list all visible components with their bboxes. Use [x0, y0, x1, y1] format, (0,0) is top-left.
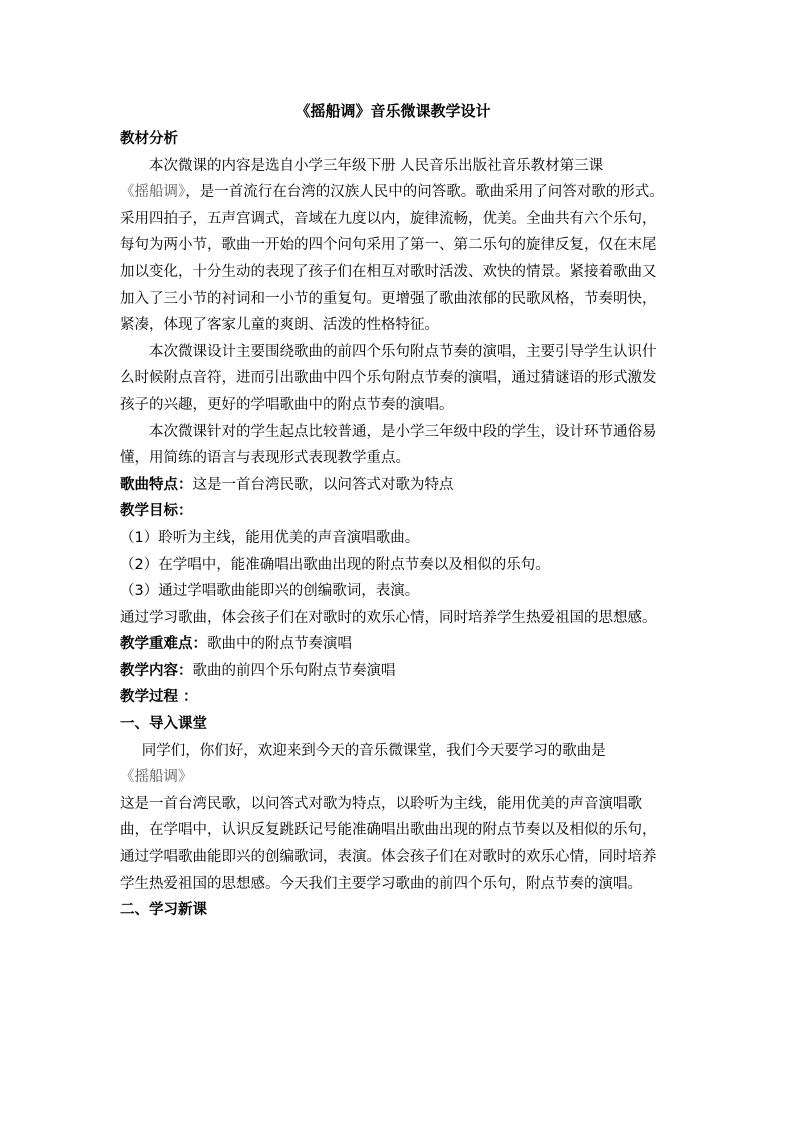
intro-paragraph-1: [120, 738, 666, 791]
section-heading-intro: 一、导入课堂: [120, 716, 207, 733]
book-title-inline: 《摇船调》: [120, 769, 193, 786]
section-heading-process: 教学过程 ：: [120, 689, 198, 706]
song-features: [120, 472, 666, 499]
analysis-p1-rest: ，是一首流行在台湾的汉族人民中的问答歌。歌曲采用了问答对歌的形式。采用四拍子，五声宫调式，音域在九度以内，旋律流畅，优美。全曲共有六个乐句，每句为两小节，歌曲一开始的四个问句采用了第一、第二乐句的旋律反复，仅在末尾加以变化，十分生动的表现了孩子们在相互对歌时活泼、欢快的情景。紧接着歌曲又加入了三小节的衬词和一小节的重复句。更增强了歌曲浓郁的民歌风格，节奏明快，紧凑，体现了客家儿童的爽朗、活泼的性格特征。: [120, 184, 664, 334]
teaching-content: [120, 658, 666, 685]
key-points: [120, 631, 666, 658]
teaching-content-label: 教学内容：: [120, 662, 193, 679]
document-title: 《摇船调》音乐微课教学设计: [295, 102, 491, 120]
section-heading-analysis: 教材分析: [120, 131, 178, 147]
intro-paragraph-2: 这是一首台湾民歌，以问答式对歌为特点，以聆听为主线，能用优美的声音演唱歌曲，在学唱中，认识反复跳跃记号能准确唱出歌曲出现的附点节奏以及相似的乐句，通过学唱歌曲能即兴的创编歌词，表演。体会孩子们在对歌时的欢乐心情，同时培养学生热爱祖国的思想感。今天我们主要学习歌曲的前四个乐句，附点节奏的演唱。: [120, 795, 657, 892]
goal-item: （3）通过学唱歌曲能即兴的创编歌词，表演。: [120, 583, 420, 600]
analysis-p1-lead: 本次微课的内容是选自小学三年级下册 人民音乐出版社音乐教材第三课: [149, 157, 604, 174]
document-page: [120, 96, 666, 924]
song-features-label: 歌曲特点：: [120, 476, 193, 493]
goal-item: （2）在学唱中，能准确唱出歌曲出现的附点节奏以及相似的乐句。: [120, 556, 550, 573]
analysis-paragraph-2: 本次微课设计主要围绕歌曲的前四个乐句附点节奏的演唱，主要引导学生认识什么时候附点音符，进而引出歌曲中四个乐句附点节奏的演唱，通过猜谜语的形式激发孩子的兴趣，更好的学唱歌曲中的附点节奏的演唱。: [120, 343, 657, 413]
section-heading-goals: 教学目标：: [120, 503, 193, 520]
goal-item: （1）聆听为主线，能用优美的声音演唱歌曲。: [120, 529, 420, 546]
key-points-label: 教学重难点：: [120, 636, 207, 653]
goals-summary: 通过学习歌曲，体会孩子们在对歌时的欢乐心情，同时培养学生热爱祖国的思想感。: [120, 609, 657, 626]
key-points-text: 歌曲中的附点节奏演唱: [207, 636, 352, 653]
intro-p1-text: 同学们，你们好，欢迎来到今天的音乐微课堂，我们今天要学习的歌曲是: [141, 742, 606, 759]
analysis-paragraph-1: [120, 153, 666, 339]
book-title-inline: 《摇船调》: [120, 184, 186, 201]
teaching-content-text: 歌曲的前四个乐句附点节奏演唱: [192, 662, 396, 679]
analysis-paragraph-3: 本次微课针对的学生起点比较普通，是小学三年级中段的学生，设计环节通俗易懂，用简练的语言与表现形式表现教学重点。: [120, 423, 657, 467]
section-heading-new-lesson: 二、学习新课: [120, 902, 207, 919]
song-features-text: 这是一首台湾民歌，以问答式对歌为特点: [192, 476, 454, 493]
